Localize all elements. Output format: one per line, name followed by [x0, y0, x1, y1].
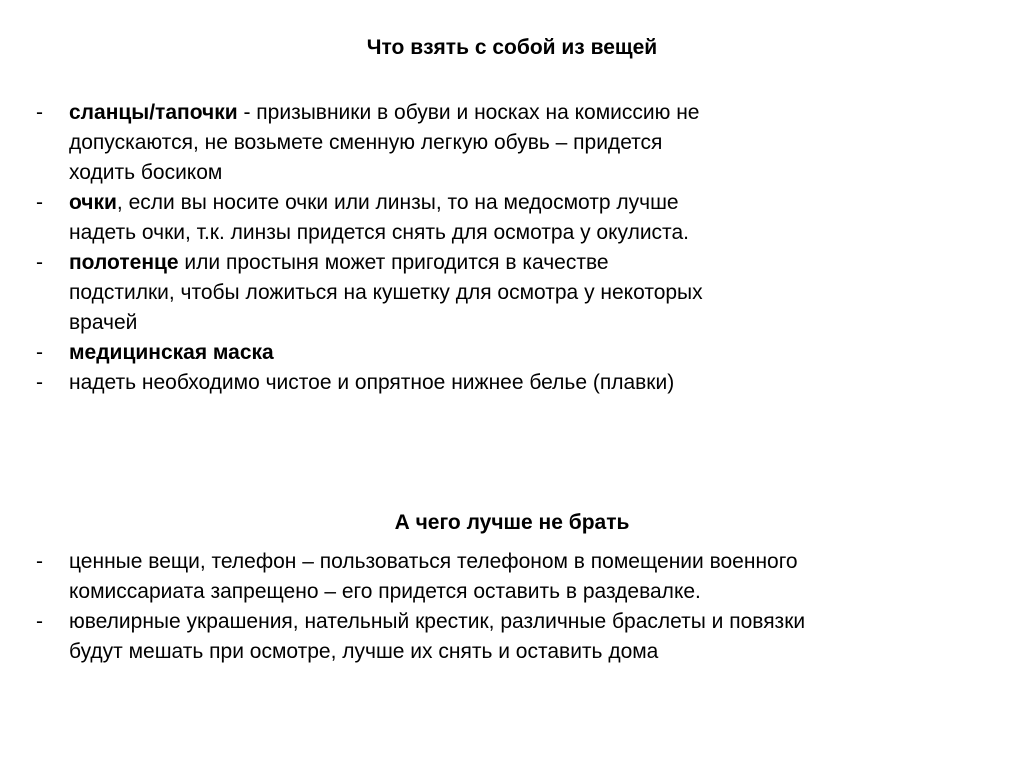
item-line	[69, 248, 996, 278]
item-keyword: очки	[69, 191, 117, 214]
item-line: надеть необходимо чистое и опрятное нижнее белье (плавки)	[69, 371, 675, 394]
avoid-item-valuables	[36, 547, 996, 607]
item-keyword: медицинская маска	[69, 341, 274, 364]
list-dash: -	[36, 191, 43, 214]
item-text: или простыня может пригодится в качестве	[178, 251, 609, 274]
bring-item-glasses	[36, 188, 996, 248]
bring-list	[36, 98, 996, 398]
item-line: будут мешать при осмотре, лучше их снять и оставить дома	[69, 640, 659, 663]
item-text: , если вы носите очки или линзы, то на медосмотр лучше	[116, 191, 679, 214]
list-dash: -	[36, 371, 43, 394]
avoid-heading: А чего лучше не брать	[394, 511, 630, 534]
item-line: надеть очки, т.к. линзы придется снять для осмотра у окулиста.	[69, 221, 689, 244]
list-dash: -	[36, 251, 43, 274]
item-line	[69, 338, 996, 368]
item-line: ювелирные украшения, нательный крестик, различные браслеты и повязки	[69, 610, 806, 633]
avoid-list	[36, 547, 996, 667]
bring-item-mask	[36, 338, 996, 368]
bring-item-slippers	[36, 98, 996, 188]
item-line: подстилки, чтобы ложиться на кушетку для осмотра у некоторых	[69, 281, 703, 304]
item-line	[69, 188, 996, 218]
item-line: допускаются, не возьмете сменную легкую обувь – придется	[69, 131, 663, 154]
item-line: ценные вещи, телефон – пользоваться телефоном в помещении военного	[69, 550, 798, 573]
bring-item-underwear	[36, 368, 996, 398]
item-line: ходить босиком	[69, 161, 223, 184]
list-dash: -	[36, 610, 43, 633]
bring-item-towel	[36, 248, 996, 338]
list-dash: -	[36, 341, 43, 364]
list-dash: -	[36, 550, 43, 573]
list-dash: -	[36, 101, 43, 124]
item-keyword: полотенце	[69, 251, 179, 274]
avoid-item-jewelry	[36, 607, 996, 667]
item-text: - призывники в обуви и носках на комиссию не	[237, 101, 700, 124]
item-keyword: сланцы/тапочки	[69, 101, 238, 124]
item-line: врачей	[69, 311, 138, 334]
bring-heading: Что взять с собой из вещей	[366, 36, 658, 59]
item-line: комиссариата запрещено – его придется оставить в раздевалке.	[69, 580, 701, 603]
item-line	[69, 98, 996, 128]
